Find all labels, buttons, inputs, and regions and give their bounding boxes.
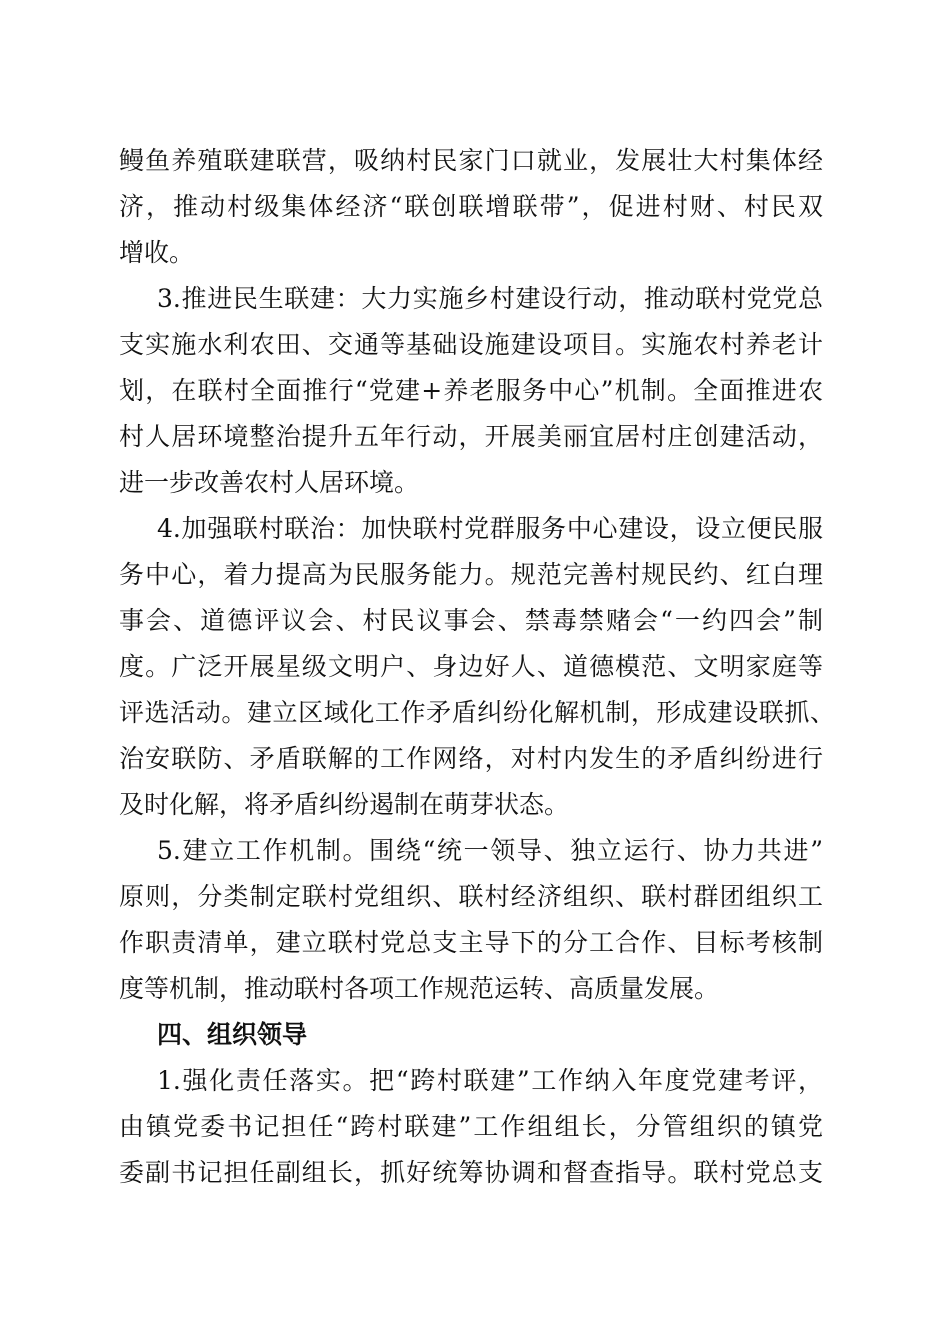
text-line (0, 233, 950, 273)
line-text: 由镇党委书记担任“跨村联建”工作组组长，分管组织的镇党 (119, 1112, 823, 1141)
line-text: 3.推进民生联建：大力实施乡村建设行动，推动联村党党总 (157, 284, 823, 313)
line-text: 及时化解，将矛盾纠纷遏制在萌芽状态。 (119, 790, 570, 819)
line-text: 评选活动。建立区域化工作矛盾纠纷化解机制，形成建设联抓、 (119, 698, 835, 727)
line-text: 4.加强联村联治：加快联村党群服务中心建设，设立便民服 (157, 514, 823, 543)
text-line (0, 831, 950, 871)
text-line (0, 785, 950, 825)
text-line (0, 141, 950, 181)
text-line (0, 739, 950, 779)
line-text: 鳗鱼养殖联建联营，吸纳村民家门口就业，发展壮大村集体经 (119, 146, 823, 175)
section-heading (0, 1015, 950, 1055)
text-line (0, 371, 950, 411)
line-text: 5.建立工作机制。围绕“统一领导、独立运行、协力共进” (157, 836, 823, 865)
line-text: 原则，分类制定联村党组织、联村经济组织、联村群团组织工 (119, 882, 823, 911)
text-line (0, 509, 950, 549)
text-line (0, 647, 950, 687)
line-text: 济，推动村级集体经济“联创联增联带”，促进村财、村民双 (119, 192, 823, 221)
text-line (0, 417, 950, 457)
line-text: 村人居环境整治提升五年行动，开展美丽宜居村庄创建活动， (119, 422, 823, 451)
line-text: 进一步改善农村人居环境。 (119, 468, 420, 497)
text-line (0, 601, 950, 641)
text-line (0, 1061, 950, 1101)
text-line (0, 187, 950, 227)
text-line (0, 969, 950, 1009)
line-text: 事会、道德评议会、村民议事会、禁毒禁赌会“一约四会”制 (119, 606, 823, 635)
text-line (0, 693, 950, 733)
line-text: 增收。 (119, 238, 195, 267)
text-line (0, 279, 950, 319)
line-text: 度。广泛开展星级文明户、身边好人、道德模范、文明家庭等 (119, 652, 823, 681)
text-line (0, 555, 950, 595)
text-line (0, 325, 950, 365)
text-line (0, 463, 950, 503)
text-line (0, 1107, 950, 1147)
line-text: 度等机制，推动联村各项工作规范运转、高质量发展。 (119, 974, 720, 1003)
text-line (0, 877, 950, 917)
line-text: 委副书记担任副组长，抓好统筹协调和督查指导。联村党总支 (119, 1158, 823, 1187)
line-text: 支实施水利农田、交通等基础设施建设项目。实施农村养老计 (119, 330, 823, 359)
line-text: 作职责清单，建立联村党总支主导下的分工合作、目标考核制 (119, 928, 823, 957)
text-line (0, 1153, 950, 1193)
line-text: 治安联防、矛盾联解的工作网络，对村内发生的矛盾纠纷进行 (119, 744, 823, 773)
heading-text: 四、组织领导 (157, 1020, 308, 1049)
text-line (0, 923, 950, 963)
line-text: 1.强化责任落实。把“跨村联建”工作纳入年度党建考评， (157, 1066, 823, 1095)
line-text: 划，在联村全面推行“党建+养老服务中心”机制。全面推进农 (119, 376, 823, 405)
line-text: 务中心，着力提高为民服务能力。规范完善村规民约、红白理 (119, 560, 823, 589)
